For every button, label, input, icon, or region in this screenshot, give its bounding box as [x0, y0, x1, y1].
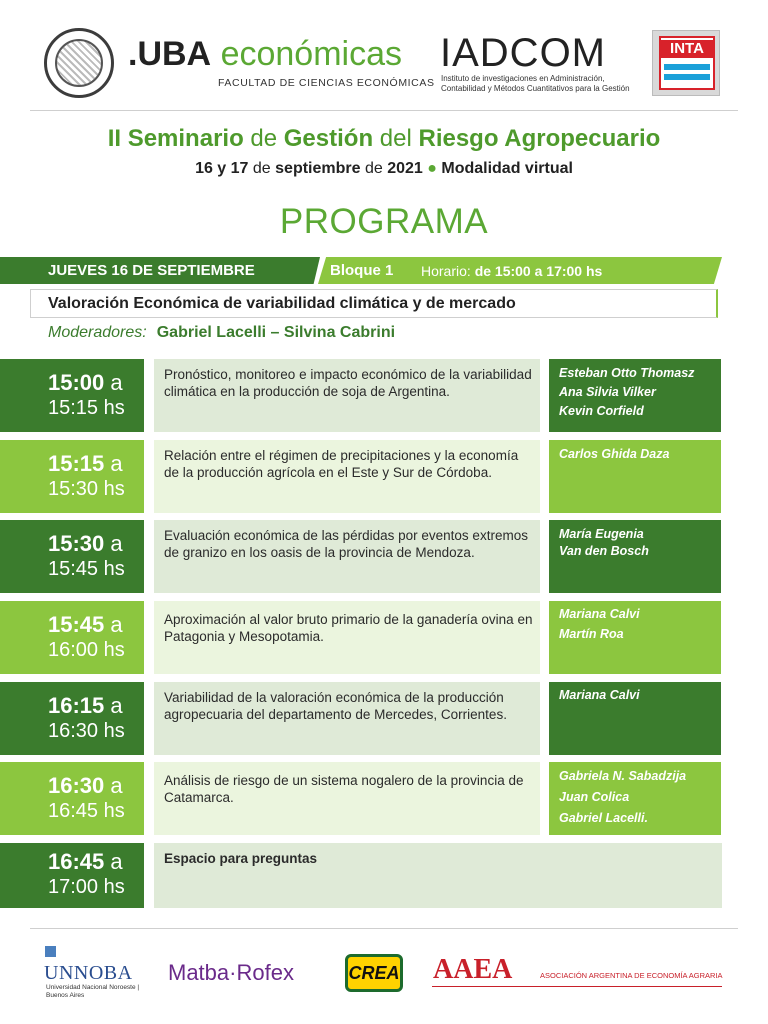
unnoba-mark-icon — [45, 946, 56, 957]
seminar-dates: 16 y 17 de septiembre de 2021 ● Modalidad virtual — [195, 160, 573, 177]
header-divider — [30, 110, 738, 111]
session-time: 16:30 a 16:45 hs — [0, 762, 144, 835]
aaea-subtitle: ASOCIACIÓN ARGENTINA DE ECONOMÍA AGRARIA — [540, 971, 723, 980]
unnoba-logo: UNNOBA — [44, 962, 133, 984]
session-row — [0, 359, 722, 432]
session-title: Pronóstico, monitoreo e impacto económico de la variabilidad climática en la producción de soja de Argentina. — [154, 359, 540, 432]
session-row — [0, 440, 722, 513]
session-row — [0, 520, 722, 593]
session-row — [0, 843, 722, 908]
session-title: Análisis de riesgo de un sistema nogalero de la provincia de Catamarca. — [154, 762, 540, 835]
session-title: Evaluación económica de las pérdidas por eventos extremos de granizo en los oasis de la provincia de Mendoza. — [154, 520, 540, 593]
programa-heading: PROGRAMA — [279, 202, 489, 241]
unnoba-subtitle: Universidad Nacional Noroeste | Buenos Aires — [46, 984, 140, 999]
session-speakers: Mariana Calvi Martín Roa — [549, 601, 721, 674]
horario-label: Horario: de 15:00 a 17:00 hs — [421, 263, 603, 279]
footer-divider — [30, 928, 738, 929]
session-time: 15:45 a 16:00 hs — [0, 601, 144, 674]
session-title: Aproximación al valor bruto primario de la ganadería ovina en Patagonia y Mesopotamia. — [154, 601, 540, 674]
session-time: 15:30 a 15:45 hs — [0, 520, 144, 593]
session-speakers: Gabriela N. Sabadzija Juan Colica Gabriel Lacelli. — [549, 762, 721, 835]
crea-logo: CREA — [345, 954, 403, 992]
uba-seal-logo — [44, 28, 114, 98]
day-bar — [0, 257, 722, 284]
matba-rofex-logo: Matba·Rofex — [168, 960, 294, 985]
seminar-title: II Seminario de Gestión del Riesgo Agropecuario — [107, 125, 661, 152]
session-row — [0, 682, 722, 755]
session-title: Relación entre el régimen de precipitaciones y la economía de la producción agrícola en el Este y Sur de Córdoba. — [154, 440, 540, 513]
session-speakers: Esteban Otto Thomasz Ana Silvia Vilker Kevin Corfield — [549, 359, 721, 432]
day-label: JUEVES 16 DE SEPTIEMBRE — [48, 262, 255, 279]
block-topic: Valoración Económica de variabilidad climática y de mercado — [30, 289, 718, 318]
session-speakers: María Eugenia Van den Bosch — [549, 520, 721, 593]
aaea-underline — [432, 986, 722, 987]
session-time: 15:15 a 15:30 hs — [0, 440, 144, 513]
iadcom-logo: IADCOM — [440, 31, 606, 75]
uba-subtitle: FACULTAD DE CIENCIAS ECONÓMICAS — [218, 77, 435, 89]
header — [0, 0, 768, 110]
bloque-label: Bloque 1 — [330, 262, 394, 279]
session-title: Espacio para preguntas — [154, 843, 722, 908]
aaea-logo: AAEA — [433, 954, 513, 985]
session-speakers: Carlos Ghida Daza — [549, 440, 721, 513]
session-time: 16:15 a 16:30 hs — [0, 682, 144, 755]
session-time: 16:45 a 17:00 hs — [0, 843, 144, 908]
inta-logo: INTA — [652, 30, 720, 96]
session-row — [0, 762, 722, 835]
moderators: Moderadores: Gabriel Lacelli – Silvina Cabrini — [48, 324, 396, 341]
iadcom-subtitle: Instituto de investigaciones en Administración, Contabilidad y Métodos Cuantitativos para la Gestión — [441, 74, 630, 93]
session-title: Variabilidad de la valoración económica de la producción agropecuaria del departamento de Mercedes, Corrientes. — [154, 682, 540, 755]
uba-economicas-logo: .UBA económicas — [128, 35, 402, 73]
session-speakers: Mariana Calvi — [549, 682, 721, 755]
session-row — [0, 601, 722, 674]
session-time: 15:00 a 15:15 hs — [0, 359, 144, 432]
